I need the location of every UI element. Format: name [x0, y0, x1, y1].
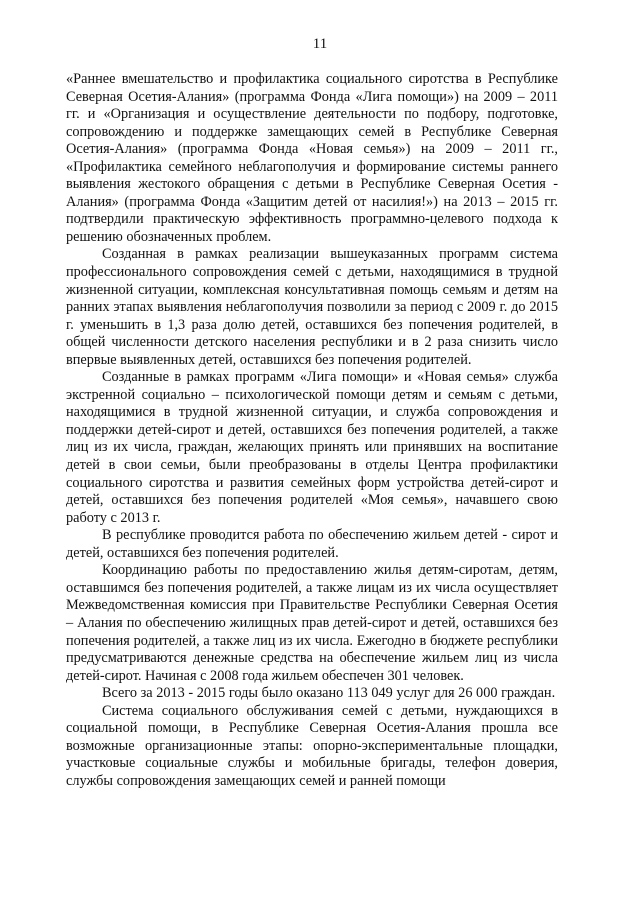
- paragraph-3: Созданные в рамках программ «Лига помощи» и «Новая семья» служба экстренной социально – психологической помощи детям и семьям с детьми, находящимися в трудной жизненной ситуации, и служба сопровождения и поддержки детей-сирот и детей, оставшихся без попечения родителей, а также лиц из их числа, граждан, желающих принять или принявших на воспитание детей в свои семьи, были преобразованы в отделы Центра профилактики социального сиротства и развития семейных форм устройства детей-сирот и детей, оставшихся без попечения родителей «Моя семья», начавшего свою работу с 2013 г.: [66, 369, 558, 526]
- paragraph-5: Координацию работы по предоставлению жилья детям-сиротам, детям, оставшимся без попечения родителей, а также лицам из их числа осуществляет Межведомственная комиссия при Правительстве Республики Северная Осетия – Алания по обеспечению жилищных прав детей-сирот и детей, оставшихся без попечения родителей, а также лиц из их числа. Ежегодно в бюджете республики предусматриваются денежные средства на обеспечение жильем лиц из числа детей-сирот. Начиная с 2008 года жильем обеспечен 301 человек.: [66, 562, 558, 684]
- document-body: [66, 71, 558, 790]
- paragraph-1: «Раннее вмешательство и профилактика социального сиротства в Республике Северная Осетия-Алания» (программа Фонда «Лига помощи») на 2009 – 2011 гг. и «Организация и осуществление деятельности по подбору, подготовке, сопровождению и поддержке замещающих семей в Республике Северная Осетия-Алания» (программа Фонда «Новая семья») на 2009 – 2011 гг., «Профилактика семейного неблагополучия и формирование системы раннего выявления жестокого обращения с детьми в Республике Северная Осетия - Алания» (программа Фонда «Защитим детей от насилия!») на 2013 – 2015 гг. подтвердили практическую эффективность программно-целевого подхода к решению обозначенных проблем.: [66, 71, 558, 245]
- paragraph-7: Система социального обслуживания семей с детьми, нуждающихся в социальной помощи, в Республике Северная Осетия-Алания прошла все возможные организационные этапы: опорно-экспериментальные площадки, участковые социальные службы и мобильные бригады, телефон доверия, службы сопровождения замещающих семей и ранней помощи: [66, 702, 558, 789]
- paragraph-4: В республике проводится работа по обеспечению жильем детей - сирот и детей, оставшихся без попечения родителей.: [66, 527, 558, 561]
- paragraph-2: Созданная в рамках реализации вышеуказанных программ система профессионального сопровождения семей с детьми, находящимися в трудной жизненной ситуации, комплексная консультативная помощь семьям и детям на ранних этапах выявления неблагополучия позволили за период с 2009 г. до 2015 г. уменьшить в 1,3 раза долю детей, оставшихся без попечения родителей, в общей численности детского населения республики и в 2 раза снизить число впервые выявленных детей, оставшихся без попечения родителей.: [66, 246, 558, 368]
- paragraph-6: Всего за 2013 - 2015 годы было оказано 113 049 услуг для 26 000 граждан.: [102, 685, 556, 702]
- page-number: 11: [312, 36, 328, 52]
